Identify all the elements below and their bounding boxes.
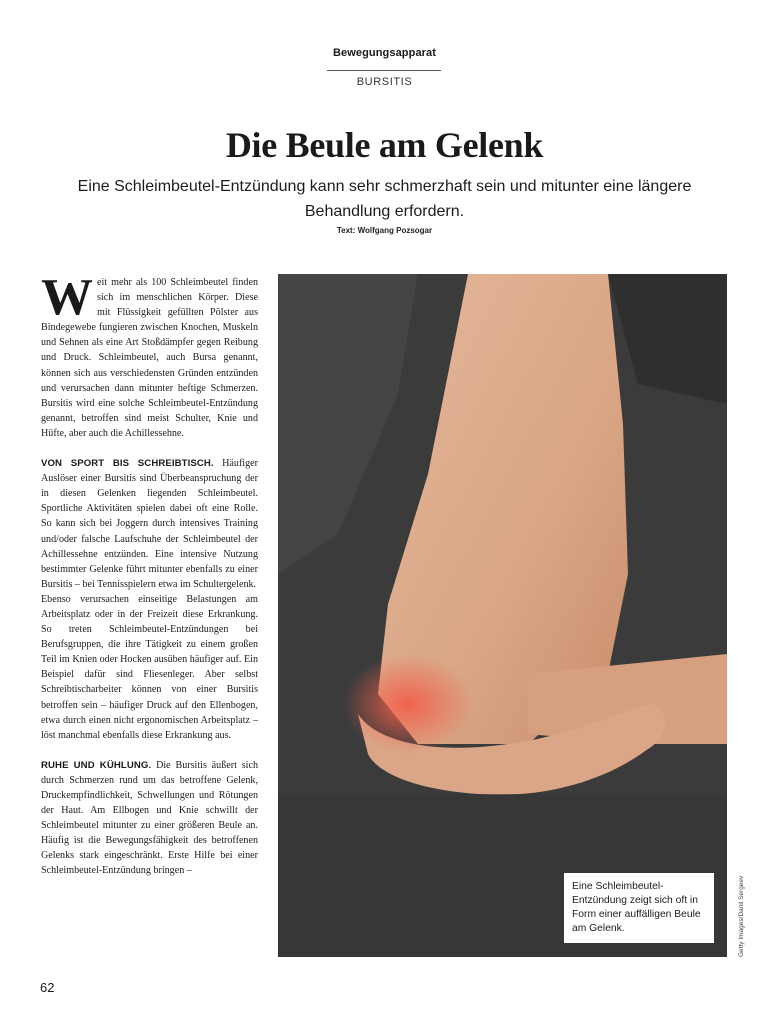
section2-heading: RUHE UND KÜHLUNG. xyxy=(41,759,152,771)
article-deck: Eine Schleimbeutel-Entzündung kann sehr schmerzhaft sein und mitunter eine längere Behandlung erfordern. xyxy=(77,178,692,220)
photo-caption: Eine Schleimbeutel-Entzündung zeigt sich oft in Form einer auffälligen Beule am Gelenk. xyxy=(564,873,714,943)
section1-paragraph-2: Ebenso verursachen einseitige Belastungen am Arbeitsplatz oder in der Freizeit diese Erkrankung. So treten Schleimbeutel-Entzündungen bei Berufsgruppen, die ihre Tätigkeit zu einem großen Teil im Knien oder Hocken ausüben häufiger auf. Ein Beispiel dafür sind Fliesenleger. Aber selbst Schreibtischarbeiter können von einer Bursitis betroffen sein – häufiger Druck auf den Ellenbogen, etwa durch einen nicht ergonomischen Arbeitsplatz – löst manchmal ebenfalls diese Erkrankung aus. xyxy=(41,593,258,741)
section2-text: Die Bursitis äußert sich durch Schmerzen rund um das betroffene Gelenk, Druckempfindlichkeit, Schwellungen und Rötungen der Haut. Am Ellbogen und Knie schwillt der Schleimbeutel mitunter zu einer größeren Beule an. Häufig ist die Bewegungsfähigkeit des betroffenen Gelenks stark eingeschränkt. Erste Hilfe bei einer Schleimbeutel-Entzündung bringen – xyxy=(41,759,258,877)
drop-cap: W xyxy=(41,269,93,326)
section1-heading: VON SPORT BIS SCHREIBTISCH. xyxy=(41,458,214,470)
elbow-illustration xyxy=(278,274,727,957)
author-byline: Text: Wolfgang Pozsogar xyxy=(336,226,433,235)
elbow-photo xyxy=(278,274,727,957)
photo-credit: Getty Images/Danil Sergeev xyxy=(738,875,745,957)
section2-paragraph xyxy=(41,758,258,879)
page-number: 62 xyxy=(40,980,55,995)
topic-rubric: BURSITIS xyxy=(356,76,413,88)
intro-text: eit mehr als 100 Schleimbeutel finden sich im menschlichen Körper. Diese mit Flüssigkeit gefüllten Pölster aus Bindegewebe fungieren zwischen Knochen, Muskeln und Sehnen als eine Art Stoßdämpfer gegen Reibung und Druck. Schleimbeutel, auch Bursa genannt, können sich aus verschiedensten Gründen entzünden und verursachen dann mitunter heftige Schmerzen. Bursitis wird eine solche Schleimbeutel-Entzündung genannt, betroffen sind meist Schulter, Knie und Hüfte, aber auch die Achillessehne. xyxy=(41,277,258,439)
kicker-divider xyxy=(327,70,441,71)
section1-text: Häufiger Auslöser einer Bursitis sind Überbeanspruchung der in diesen Gelenken liegenden Schleimbeutel. Sportliche Aktivitäten spielen dabei oft eine Rolle. So kann sich bei Joggern durch intensives Training und/oder falsche Laufschuhe der Schleimbeutel der Achillessehne entzünden. Eine intensive Nutzung bestimmter Gelenke führt mitunter ebenfalls zu einer Bursitis – bei Tennisspielern etwa im Schultergelenk. xyxy=(41,458,258,590)
section1-paragraph xyxy=(41,456,258,592)
section-kicker: Bewegungsapparat xyxy=(332,47,437,59)
intro-paragraph xyxy=(41,269,258,441)
article-headline: Die Beule am Gelenk xyxy=(225,125,544,165)
article-body-column xyxy=(41,269,258,879)
